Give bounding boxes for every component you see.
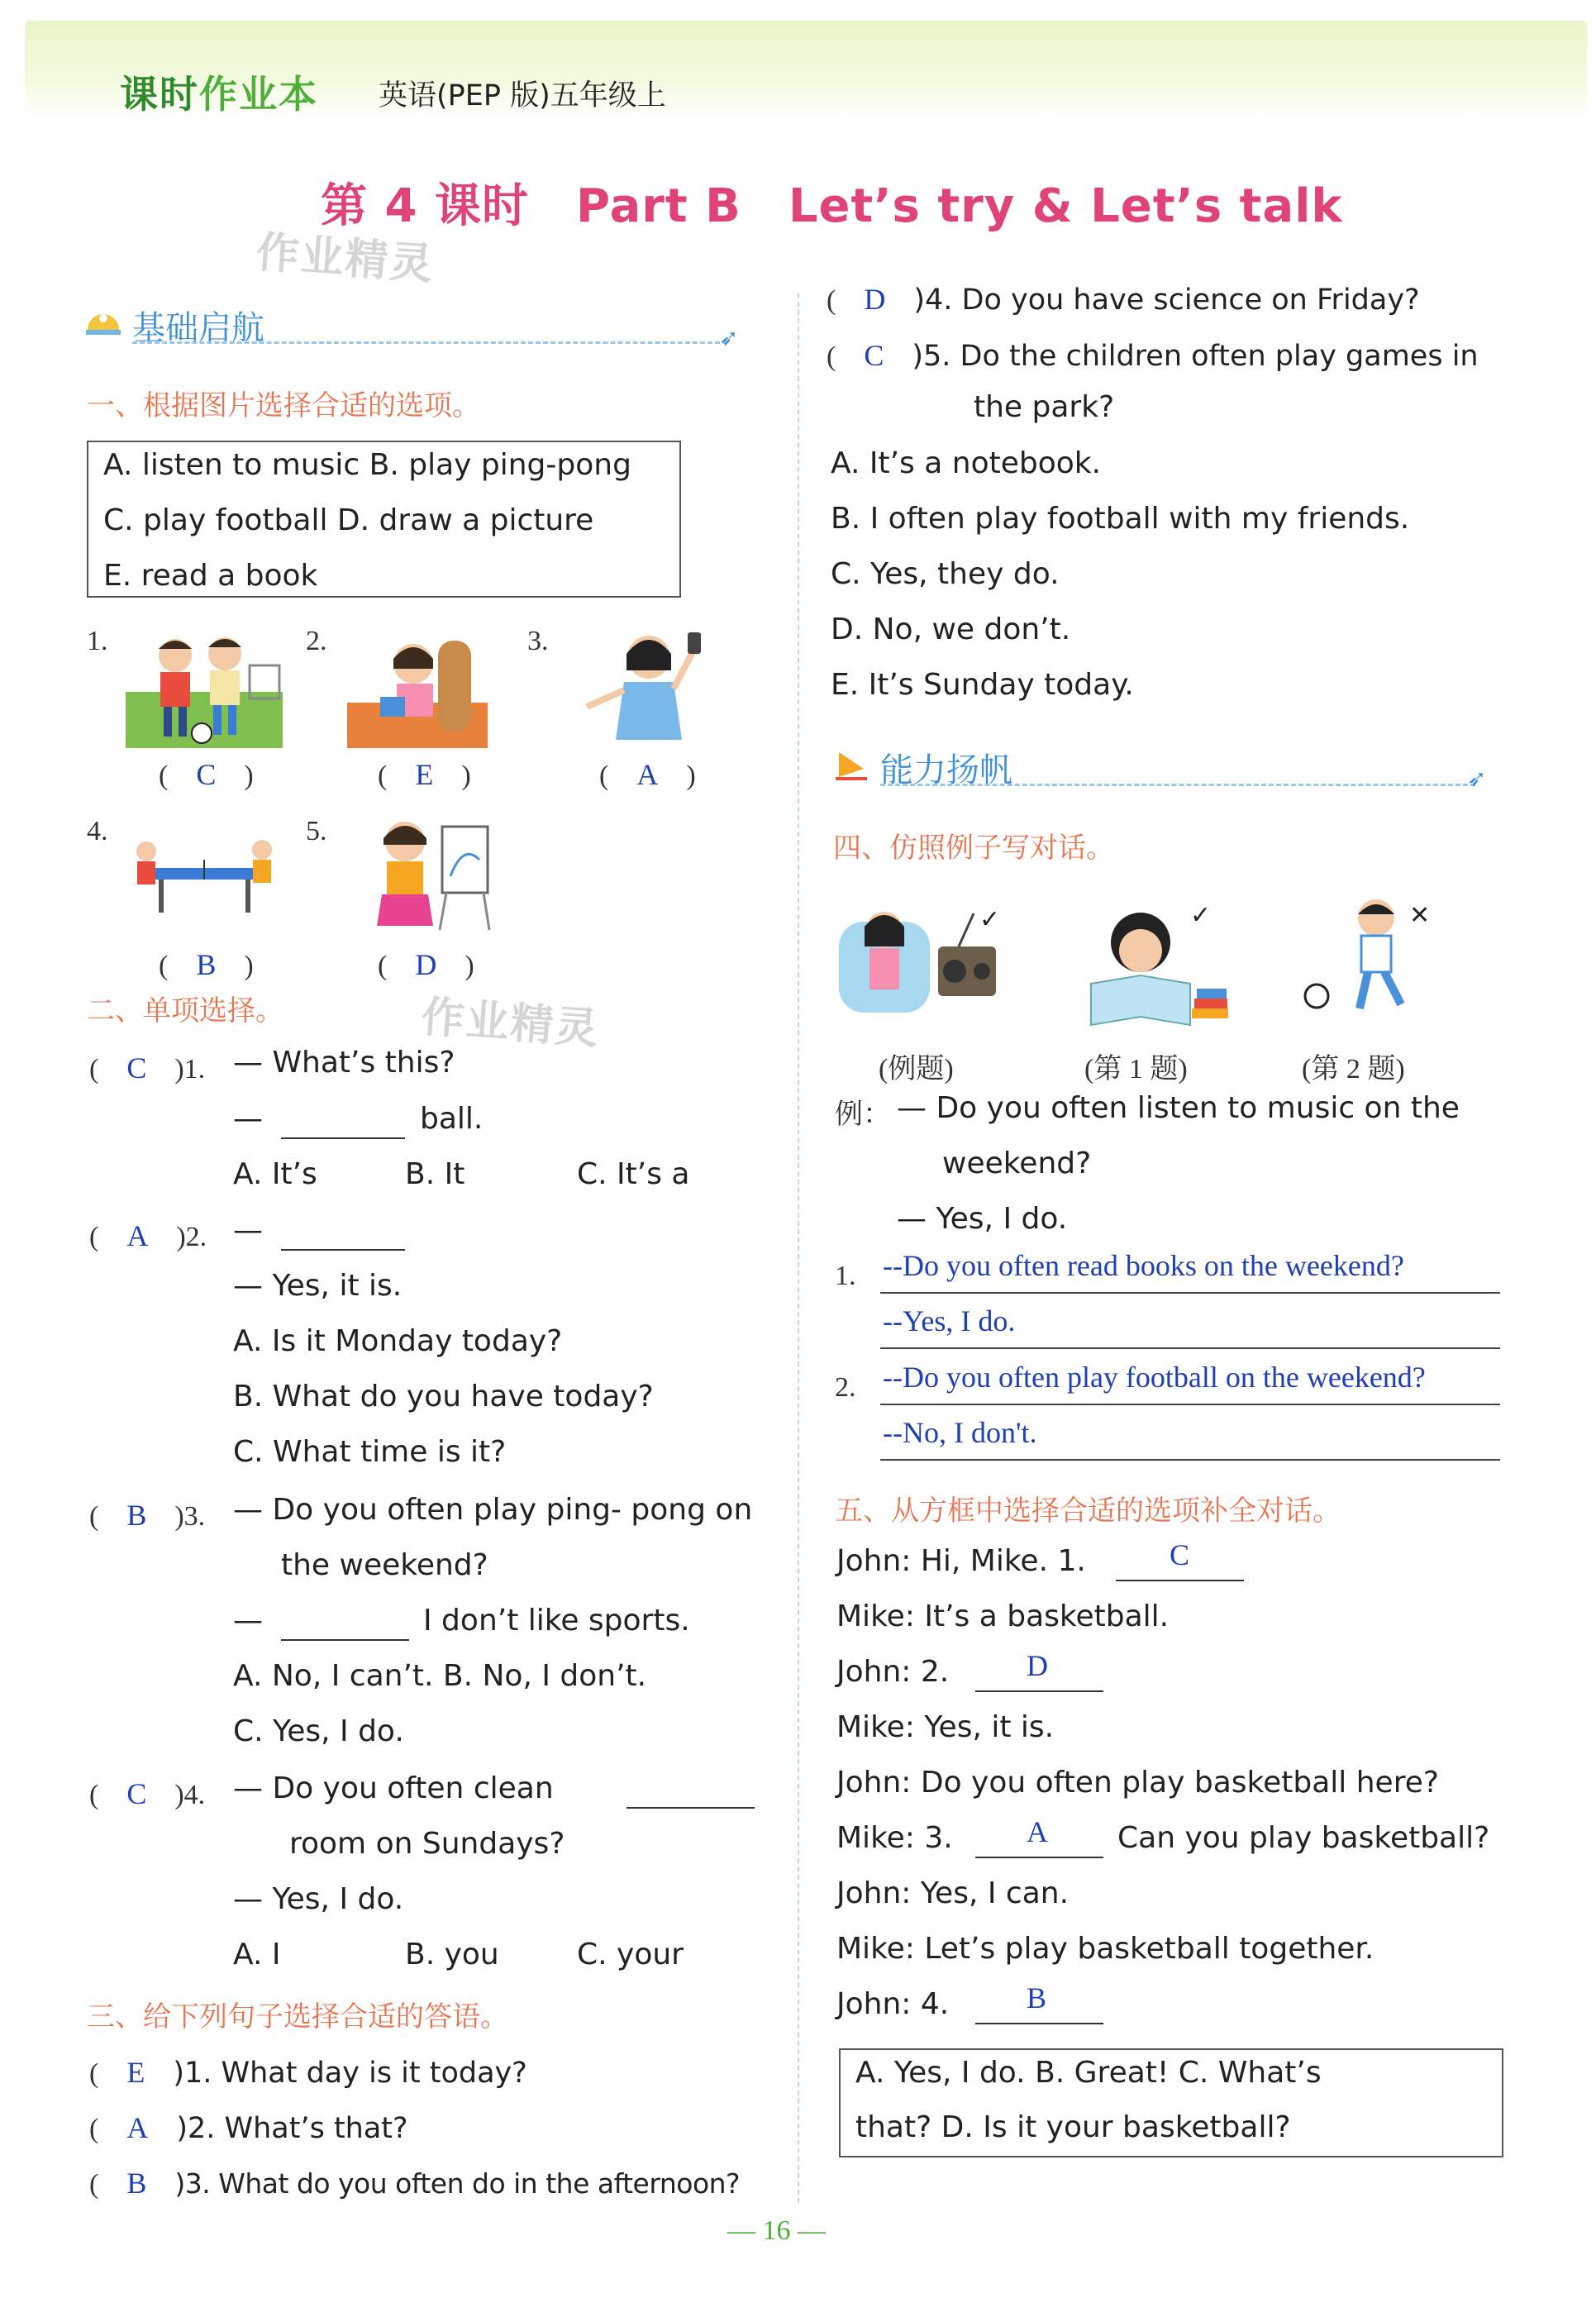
dialog-blank-2[interactable] — [975, 1690, 1103, 1692]
dialog-answer-4: B — [1027, 1981, 1047, 2014]
dialog-line-3: John: 2. — [836, 1655, 950, 1689]
kids-football-image — [126, 632, 283, 751]
q1-answer: C — [126, 1051, 147, 1085]
q4-question-cont: room on Sundays? — [289, 1827, 565, 1861]
caption-example: (例题) — [879, 1054, 954, 1085]
girl-drawing-image — [364, 810, 496, 937]
p4-answer-2-q: --Do you often play football on the weekend? — [883, 1361, 1426, 1394]
q3-paren: ( B )3. — [89, 1499, 206, 1532]
watermark-2: 作业精灵 — [419, 992, 602, 1055]
q2-opt-b: B. What do you have today? — [233, 1380, 654, 1414]
p3-text-4: )4. Do you have science on Friday? — [913, 284, 1420, 317]
check-mark-icon: ✓ — [979, 905, 1001, 934]
section-heading-basic: 基础启航 — [132, 309, 264, 347]
p3-answer-2: A — [126, 2111, 149, 2144]
p3-answer-1: E — [126, 2056, 145, 2089]
q3-answer: B — [126, 1499, 147, 1532]
cross-mark-icon: ✕ — [1409, 901, 1431, 930]
q3-num: )3. — [174, 1501, 206, 1532]
dialog-line-7: John: Yes, I can. — [836, 1876, 1070, 1910]
p3-opt-e: E. It’s Sunday today. — [831, 668, 1134, 702]
dialog-answer-3: A — [1027, 1815, 1048, 1848]
section-divider — [132, 341, 727, 344]
q3-question-cont: the weekend? — [281, 1548, 488, 1582]
part3-heading: 三、给下列句子选择合适的答语。 — [87, 2000, 508, 2033]
example-reply: — Yes, I do. — [897, 1202, 1068, 1236]
q3-blank[interactable] — [281, 1639, 409, 1641]
dialog-line-6: Mike: 3. — [836, 1821, 953, 1855]
answer-paren-4: ( B ) — [159, 948, 254, 981]
brand-logo — [120, 64, 318, 119]
q1-num: )1. — [174, 1054, 206, 1085]
p3-opt-d: D. No, we don’t. — [831, 613, 1071, 646]
dialog-line-9: John: 4. — [836, 1987, 950, 2021]
dialog-line-2: Mike: It’s a basketball. — [836, 1600, 1170, 1633]
lesson-title: 第 4 课时 Part B Let’s try & Let’s talk — [321, 179, 1343, 233]
page-number: — 16 — — [727, 2215, 826, 2246]
p3-item-1: ( E )1. What day is it today? — [89, 2056, 527, 2090]
ping-pong-image — [126, 835, 283, 921]
p3-text-2: )2. What’s that? — [176, 2112, 408, 2145]
options-row-1: A. listen to music B. play ping-pong — [103, 448, 631, 482]
p4-line-1a — [880, 1292, 1500, 1294]
part2-heading: 二、单项选择。 — [87, 994, 283, 1027]
pic-num-3: 3. — [527, 626, 549, 656]
p3-text-1: )1. What day is it today? — [173, 2057, 527, 2090]
p3-text-5: )5. Do the children often play games in — [912, 340, 1479, 373]
p4-answer-1-a: --Yes, I do. — [883, 1304, 1016, 1337]
dialog-blank-1[interactable] — [1116, 1580, 1244, 1581]
p3-text-3: )3. What do you often do in the afternoon? — [174, 2167, 741, 2200]
q4-opt-a: A. I — [233, 1938, 281, 1971]
girl-music-image — [579, 624, 719, 751]
dialog-answer-1: C — [1170, 1538, 1190, 1571]
q4-answer: C — [126, 1777, 147, 1810]
q3-opt-c: C. Yes, I do. — [233, 1714, 404, 1748]
q3-dash: — — [233, 1604, 263, 1638]
dialog-line-4: Mike: Yes, it is. — [836, 1710, 1055, 1744]
p3-item-5: ( C )5. Do the children often play games in — [827, 339, 1479, 373]
q4-blank[interactable] — [626, 1807, 755, 1809]
q3-opt-ab: A. No, I can’t. B. No, I don’t. — [233, 1659, 647, 1693]
p3-answer-4: D — [864, 283, 886, 316]
p3-item-3: ( B )3. What do you often do in the afternoon? — [89, 2167, 741, 2200]
column-divider — [798, 293, 799, 2203]
answer-4: B — [196, 948, 217, 981]
q1-opt-a: A. It’s — [233, 1157, 317, 1191]
q4-num: )4. — [174, 1780, 206, 1810]
options-row-3: E. read a book — [103, 559, 318, 593]
p3-item-2: ( A )2. What’s that? — [89, 2111, 408, 2145]
section-icon-left — [83, 302, 124, 343]
q4-opt-c: C. your — [577, 1938, 684, 1971]
p3-item-4: ( D )4. Do you have science on Friday? — [827, 283, 1420, 317]
q4-question: — Do you often clean — [233, 1771, 554, 1805]
pic-num-2: 2. — [306, 626, 327, 656]
dialog-line-8: Mike: Let’s play basketball together. — [836, 1932, 1374, 1966]
dialog-blank-3[interactable] — [975, 1857, 1103, 1858]
arrow-icon-right: ➶ — [1467, 765, 1487, 792]
q2-opt-c: C. What time is it? — [233, 1435, 507, 1469]
part4-heading: 四、仿照例子写对话。 — [833, 832, 1114, 865]
q2-opt-a: A. Is it Monday today? — [233, 1324, 563, 1358]
p3-answer-3: B — [126, 2167, 147, 2200]
girl-reading-image — [347, 632, 488, 751]
q3-answer-tail: I don’t like sports. — [423, 1604, 690, 1638]
p4-num-1: 1. — [835, 1261, 856, 1291]
q1-paren: ( C )1. — [89, 1051, 206, 1085]
options-row-2: C. play football D. draw a picture — [103, 503, 594, 537]
example-question: — Do you often listen to music on the — [897, 1091, 1460, 1125]
p4-line-1b — [880, 1347, 1500, 1349]
p4-num-2: 2. — [835, 1372, 856, 1403]
check-mark-icon-2: ✓ — [1190, 901, 1212, 930]
arrow-icon: ➶ — [719, 324, 739, 351]
brand-text: 作业本 — [199, 72, 318, 117]
watermark: 作业精灵 — [254, 227, 436, 290]
q2-blank[interactable] — [281, 1249, 405, 1251]
dialog-answer-2: D — [1027, 1649, 1048, 1682]
book-subject: 英语(PEP 版)五年级上 — [379, 79, 666, 112]
answer-5: D — [415, 948, 437, 981]
p4-line-2a — [880, 1404, 1500, 1405]
q2-num: )2. — [176, 1222, 207, 1252]
q4-paren: ( C )4. — [89, 1777, 206, 1810]
q1-opt-b: B. It — [405, 1157, 465, 1191]
dialog-blank-4[interactable] — [975, 2023, 1103, 2024]
pic-num-5: 5. — [306, 816, 327, 846]
p4-line-2b — [880, 1459, 1500, 1461]
dialog-line-6-tail: Can you play basketball? — [1117, 1821, 1490, 1855]
p3-answer-5: C — [864, 339, 884, 372]
example-label: 例： — [835, 1099, 891, 1130]
q1-opt-c: C. It’s a — [577, 1157, 690, 1191]
p3-opt-c: C. Yes, they do. — [831, 557, 1060, 591]
dialog-line-5: John: Do you often play basketball here? — [836, 1766, 1439, 1800]
p3-opt-a: A. It’s a notebook. — [831, 446, 1102, 480]
answer-2: E — [415, 758, 434, 791]
p3-opt-b: B. I often play football with my friends. — [831, 502, 1410, 536]
q2-reply: — Yes, it is. — [233, 1269, 403, 1303]
p4-answer-2-a: --No, I don't. — [883, 1416, 1037, 1449]
part1-heading: 一、根据图片选择合适的选项。 — [87, 389, 480, 422]
q1-answer-tail: ball. — [420, 1102, 484, 1136]
q1-dash: — — [233, 1102, 263, 1136]
q2-dash: — — [233, 1213, 263, 1247]
answer-paren-5: ( D ) — [378, 948, 474, 981]
caption-2: (第 2 题) — [1302, 1054, 1405, 1085]
answer-paren-3: ( A ) — [599, 758, 696, 791]
p3-text-5-cont: the park? — [974, 390, 1115, 424]
q2-answer: A — [126, 1219, 149, 1252]
answer-1: C — [196, 758, 217, 791]
answer-paren-2: ( E ) — [378, 758, 471, 791]
answer-3: A — [636, 758, 659, 791]
q1-question: — What’s this? — [233, 1046, 455, 1080]
q2-paren: ( A )2. — [89, 1219, 207, 1252]
girl-radio-image — [835, 889, 1000, 1032]
q4-opt-b: B. you — [405, 1938, 499, 1971]
part5-heading: 五、从方框中选择合适的选项补全对话。 — [835, 1495, 1341, 1528]
q3-question: — Do you often play ping- pong on — [233, 1493, 753, 1527]
section-heading-ability: 能力扬帆 — [880, 751, 1012, 789]
section-icon-right — [831, 744, 872, 789]
q1-blank[interactable] — [281, 1137, 405, 1139]
example-question-cont: weekend? — [942, 1147, 1092, 1180]
caption-1: (第 1 题) — [1084, 1054, 1188, 1085]
pic-num-1: 1. — [87, 626, 108, 656]
options-box-5-row-1: A. Yes, I do. B. Great! C. What’s — [855, 2056, 1322, 2090]
brand-mark: 课时 — [120, 72, 199, 117]
options-box-5-row-2: that? D. Is it your basketball? — [855, 2110, 1291, 2144]
p4-answer-1-q: --Do you often read books on the weekend? — [883, 1249, 1404, 1282]
dialog-line-1: John: Hi, Mike. 1. — [836, 1544, 1086, 1578]
answer-paren-1: ( C ) — [159, 758, 254, 791]
q4-reply: — Yes, I do. — [233, 1882, 404, 1916]
section-divider-right — [880, 784, 1475, 786]
pic-num-4: 4. — [87, 816, 108, 846]
